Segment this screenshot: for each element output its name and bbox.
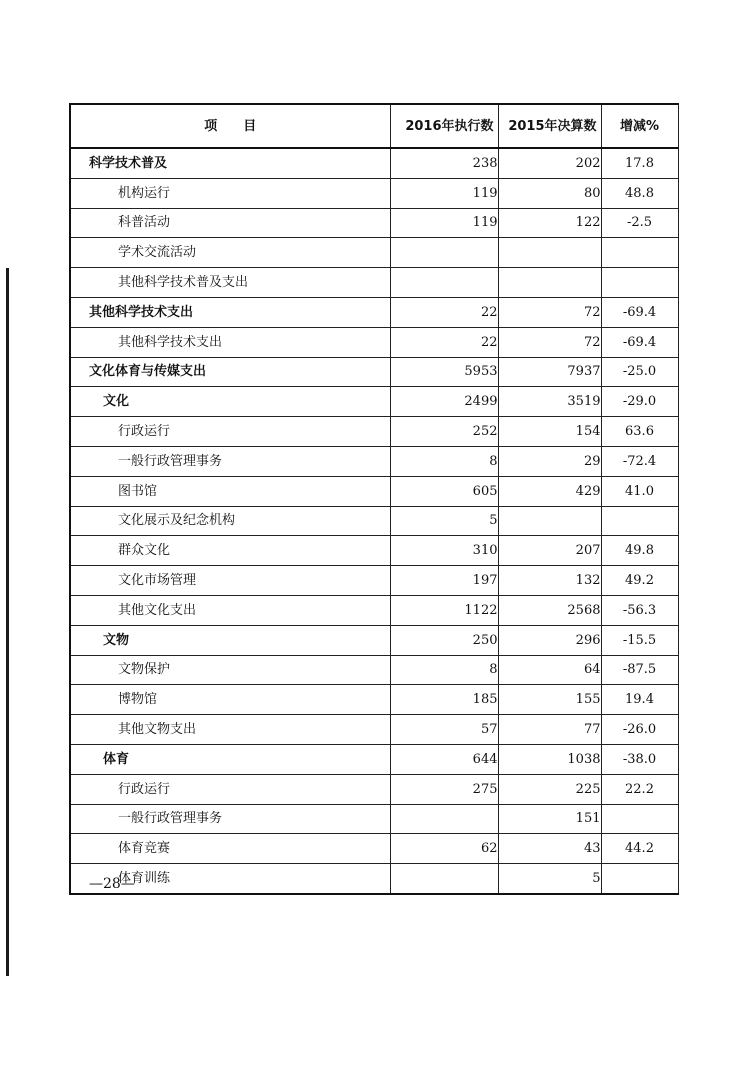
row-2016-value bbox=[390, 238, 498, 268]
row-change-percent: -38.0 bbox=[601, 744, 678, 774]
row-2015-value: 429 bbox=[498, 476, 601, 506]
table-row bbox=[70, 148, 678, 178]
header-2016-actual: 2016年执行数 bbox=[390, 104, 498, 148]
row-change-percent: -26.0 bbox=[601, 715, 678, 745]
row-2015-value: 3519 bbox=[498, 387, 601, 417]
row-2015-value: 207 bbox=[498, 536, 601, 566]
row-2016-value bbox=[390, 268, 498, 298]
table-row bbox=[70, 595, 678, 625]
header-change-percent: 增减% bbox=[601, 104, 678, 148]
row-item-name: 一般行政管理事务 bbox=[70, 804, 390, 834]
row-2015-value: 202 bbox=[498, 148, 601, 178]
scan-edge-bar bbox=[6, 268, 9, 976]
row-2015-value: 225 bbox=[498, 774, 601, 804]
row-2015-value: 296 bbox=[498, 625, 601, 655]
row-change-percent: 49.2 bbox=[601, 566, 678, 596]
row-item-name: 文化体育与传媒支出 bbox=[70, 357, 390, 387]
table-row bbox=[70, 357, 678, 387]
row-item-name: 机构运行 bbox=[70, 178, 390, 208]
row-change-percent: 48.8 bbox=[601, 178, 678, 208]
row-2016-value: 252 bbox=[390, 417, 498, 447]
row-item-name: 科学技术普及 bbox=[70, 148, 390, 178]
row-change-percent bbox=[601, 268, 678, 298]
row-item-name: 文物保护 bbox=[70, 655, 390, 685]
row-2016-value: 22 bbox=[390, 297, 498, 327]
row-item-name: 群众文化 bbox=[70, 536, 390, 566]
row-change-percent bbox=[601, 804, 678, 834]
table-row bbox=[70, 327, 678, 357]
row-2015-value: 80 bbox=[498, 178, 601, 208]
table-row bbox=[70, 804, 678, 834]
row-2016-value: 22 bbox=[390, 327, 498, 357]
row-2016-value: 2499 bbox=[390, 387, 498, 417]
header-row bbox=[70, 104, 678, 148]
table-row bbox=[70, 715, 678, 745]
row-change-percent bbox=[601, 864, 678, 894]
row-item-name: 其他科学技术普及支出 bbox=[70, 268, 390, 298]
row-item-name: 一般行政管理事务 bbox=[70, 446, 390, 476]
table-row bbox=[70, 566, 678, 596]
row-2015-value: 77 bbox=[498, 715, 601, 745]
table-row bbox=[70, 476, 678, 506]
row-change-percent: -56.3 bbox=[601, 595, 678, 625]
table-row bbox=[70, 297, 678, 327]
row-change-percent: -69.4 bbox=[601, 297, 678, 327]
row-item-name: 其他文化支出 bbox=[70, 595, 390, 625]
row-item-name: 文物 bbox=[70, 625, 390, 655]
row-2016-value: 119 bbox=[390, 208, 498, 238]
row-item-name: 图书馆 bbox=[70, 476, 390, 506]
row-change-percent: 41.0 bbox=[601, 476, 678, 506]
row-item-name: 行政运行 bbox=[70, 774, 390, 804]
header-item: 项目 bbox=[70, 104, 390, 148]
row-2015-value: 151 bbox=[498, 804, 601, 834]
row-2015-value: 5 bbox=[498, 864, 601, 894]
row-change-percent: 22.2 bbox=[601, 774, 678, 804]
row-change-percent: 17.8 bbox=[601, 148, 678, 178]
row-2016-value: 62 bbox=[390, 834, 498, 864]
table-body bbox=[70, 148, 678, 894]
budget-table bbox=[69, 103, 679, 895]
row-item-name: 其他文物支出 bbox=[70, 715, 390, 745]
row-change-percent: -25.0 bbox=[601, 357, 678, 387]
row-2016-value: 5 bbox=[390, 506, 498, 536]
table-row bbox=[70, 625, 678, 655]
row-item-name: 其他科学技术支出 bbox=[70, 297, 390, 327]
row-change-percent bbox=[601, 506, 678, 536]
table-row bbox=[70, 208, 678, 238]
row-2015-value bbox=[498, 268, 601, 298]
page-number: —28— bbox=[89, 876, 135, 892]
row-change-percent: 19.4 bbox=[601, 685, 678, 715]
row-2016-value: 119 bbox=[390, 178, 498, 208]
row-2016-value bbox=[390, 864, 498, 894]
table-row bbox=[70, 834, 678, 864]
table-row bbox=[70, 536, 678, 566]
table-row bbox=[70, 685, 678, 715]
row-change-percent: -87.5 bbox=[601, 655, 678, 685]
row-2015-value: 1038 bbox=[498, 744, 601, 774]
row-2016-value: 605 bbox=[390, 476, 498, 506]
row-2016-value: 644 bbox=[390, 744, 498, 774]
row-2015-value: 72 bbox=[498, 297, 601, 327]
row-change-percent: -2.5 bbox=[601, 208, 678, 238]
table-header bbox=[70, 104, 678, 148]
row-2016-value: 250 bbox=[390, 625, 498, 655]
row-2016-value: 57 bbox=[390, 715, 498, 745]
row-item-name: 体育 bbox=[70, 744, 390, 774]
row-2015-value: 122 bbox=[498, 208, 601, 238]
row-2016-value: 5953 bbox=[390, 357, 498, 387]
row-change-percent: -72.4 bbox=[601, 446, 678, 476]
table-row bbox=[70, 238, 678, 268]
row-change-percent bbox=[601, 238, 678, 268]
row-item-name: 行政运行 bbox=[70, 417, 390, 447]
row-item-name: 学术交流活动 bbox=[70, 238, 390, 268]
row-item-name: 博物馆 bbox=[70, 685, 390, 715]
table-row bbox=[70, 178, 678, 208]
table-row bbox=[70, 655, 678, 685]
row-2015-value bbox=[498, 506, 601, 536]
row-change-percent: 49.8 bbox=[601, 536, 678, 566]
row-item-name: 体育训练 bbox=[70, 864, 390, 894]
row-2015-value: 132 bbox=[498, 566, 601, 596]
header-2015-final: 2015年决算数 bbox=[498, 104, 601, 148]
row-2015-value: 7937 bbox=[498, 357, 601, 387]
row-item-name: 文化 bbox=[70, 387, 390, 417]
row-2016-value bbox=[390, 804, 498, 834]
row-change-percent: 63.6 bbox=[601, 417, 678, 447]
table-row bbox=[70, 387, 678, 417]
row-item-name: 科普活动 bbox=[70, 208, 390, 238]
row-2015-value: 155 bbox=[498, 685, 601, 715]
row-2016-value: 238 bbox=[390, 148, 498, 178]
table-row bbox=[70, 417, 678, 447]
row-2016-value: 8 bbox=[390, 446, 498, 476]
table-row bbox=[70, 506, 678, 536]
row-2016-value: 1122 bbox=[390, 595, 498, 625]
row-2015-value: 64 bbox=[498, 655, 601, 685]
row-2016-value: 8 bbox=[390, 655, 498, 685]
row-change-percent: 44.2 bbox=[601, 834, 678, 864]
row-2016-value: 275 bbox=[390, 774, 498, 804]
row-2015-value: 154 bbox=[498, 417, 601, 447]
row-2015-value: 43 bbox=[498, 834, 601, 864]
row-item-name: 文化市场管理 bbox=[70, 566, 390, 596]
row-2015-value bbox=[498, 238, 601, 268]
row-item-name: 其他科学技术支出 bbox=[70, 327, 390, 357]
row-change-percent: -69.4 bbox=[601, 327, 678, 357]
table-row bbox=[70, 774, 678, 804]
row-2015-value: 29 bbox=[498, 446, 601, 476]
row-item-name: 体育竞赛 bbox=[70, 834, 390, 864]
table-row bbox=[70, 744, 678, 774]
table-row bbox=[70, 268, 678, 298]
row-2016-value: 197 bbox=[390, 566, 498, 596]
row-change-percent: -29.0 bbox=[601, 387, 678, 417]
row-2016-value: 185 bbox=[390, 685, 498, 715]
row-item-name: 文化展示及纪念机构 bbox=[70, 506, 390, 536]
row-2016-value: 310 bbox=[390, 536, 498, 566]
table-row bbox=[70, 864, 678, 894]
row-change-percent: -15.5 bbox=[601, 625, 678, 655]
row-2015-value: 2568 bbox=[498, 595, 601, 625]
row-2015-value: 72 bbox=[498, 327, 601, 357]
table-row bbox=[70, 446, 678, 476]
